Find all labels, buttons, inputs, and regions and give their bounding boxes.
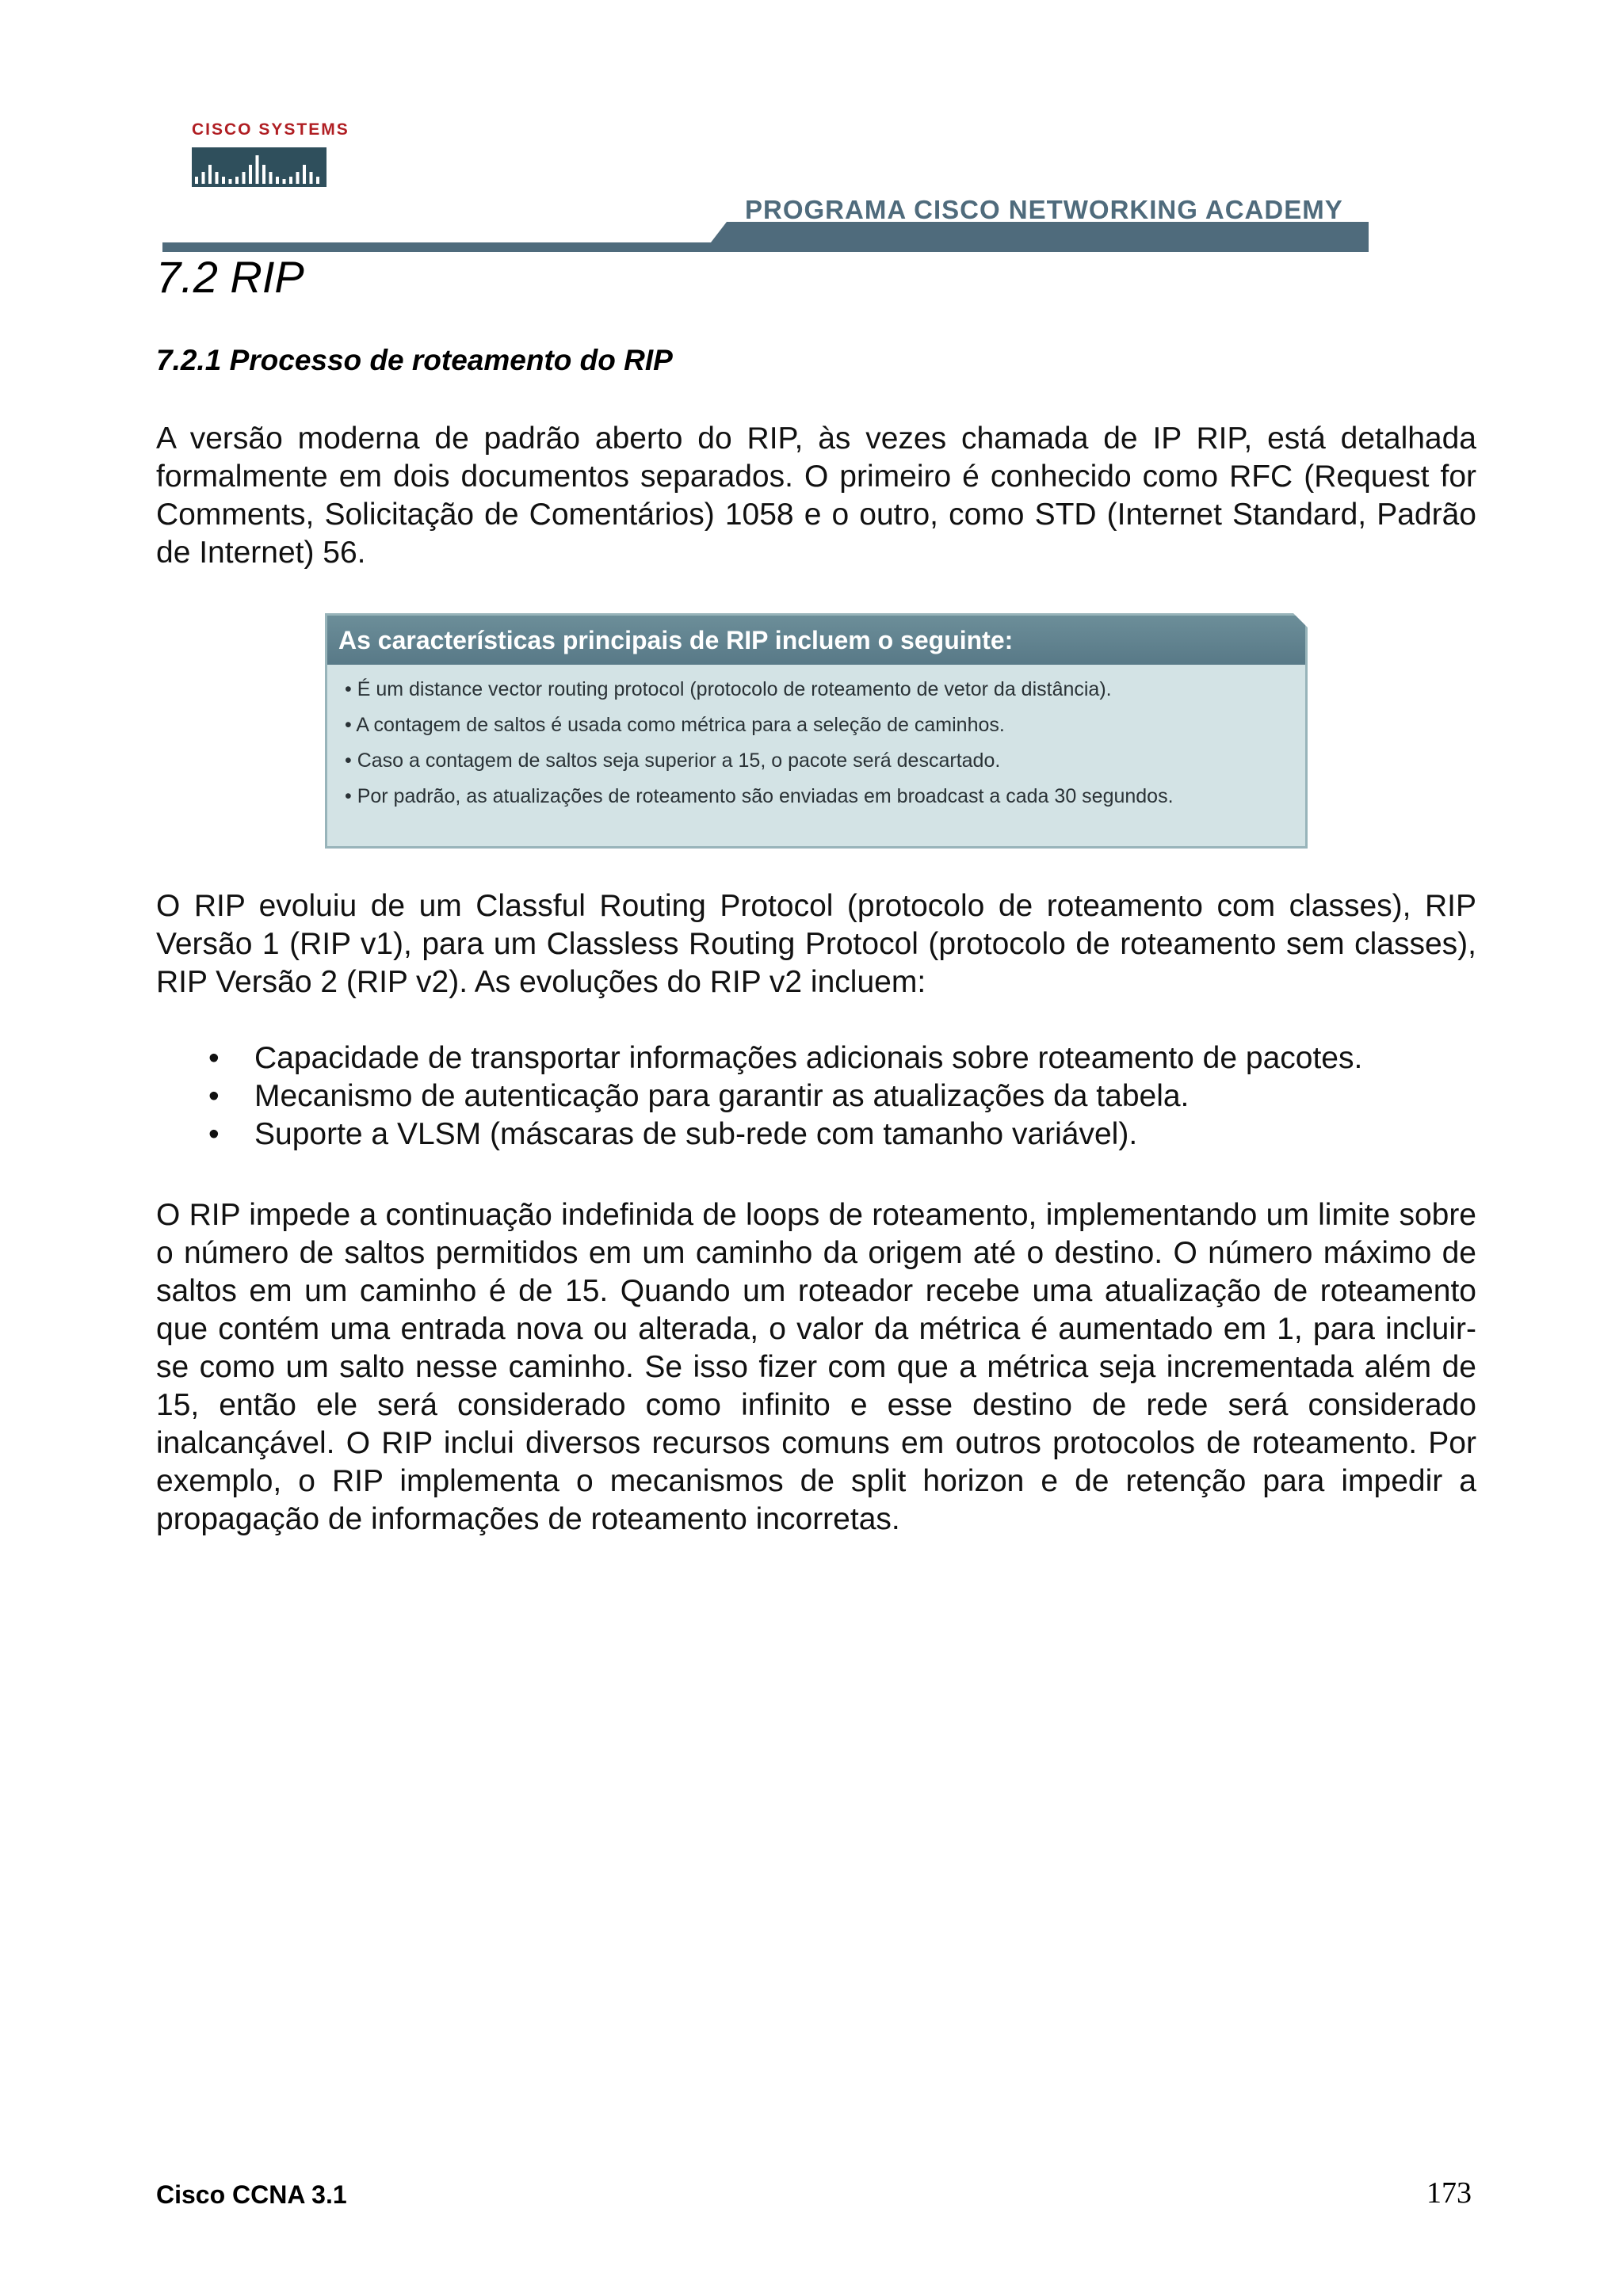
logo-bar [262,165,265,184]
subsection-title: 7.2.1 Processo de roteamento do RIP [156,344,673,376]
bullet-icon: • [208,1117,220,1151]
logo-bar [296,172,300,184]
loop-prevention-paragraph: O RIP impede a continuação indefinida de loops de roteamento, implementando um limite sobre o número de saltos permitidos em um caminho da origem até o destino. O número máximo de saltos em um caminho é de 15. Quando um roteador recebe uma atualização de roteamento que contém uma entrada nova ou alterada, o valor da métrica é aumentado em 1, para incluir-se como um salto nesse caminho. Se isso fizer com que a métrica seja incrementada além de 15, então ele será considerado como infinito e esse destino de rede será considerado inalcançável. O RIP inclui diversos recursos comuns em outros protocolos de roteamento. Por exemplo, o RIP implementa o mecanismos de split horizon e de retenção para impedir a propagação de informações de roteamento incorretas. [156,1198,1476,1536]
rip-feature-item: • A contagem de saltos é usada como métrica para a seleção de caminhos. [345,714,1005,736]
logo-bar [283,179,286,184]
rip-features-box-title: As características principais de RIP incluem o seguinte: [327,616,1305,665]
logo-text: CISCO SYSTEMS [192,120,349,139]
list-item-text: Suporte a VLSM (máscaras de sub-rede com tamanho variável). [254,1117,1138,1151]
logo-bar [208,165,212,184]
logo-bar [202,172,205,184]
list-item-text: Capacidade de transportar informações adicionais sobre roteamento de pacotes. [254,1041,1363,1075]
footer-course-name: Cisco CCNA 3.1 [156,2180,347,2209]
ripv2-improvements-list [156,1039,1476,1154]
intro-paragraph: A versão moderna de padrão aberto do RIP, às vezes chamada de IP RIP, está detalhada formalmente em dois documentos separados. O primeiro é conhecido como RFC (Request for Comments, Solicitação de Comentários) 1058 e o outro, como STD (Internet Standard, Padrão de Internet) 56. [156,421,1476,570]
evolution-paragraph: O RIP evoluiu de um Classful Routing Protocol (protocolo de roteamento com classes), RIP Versão 1 (RIP v1), para um Classless Routing Protocol (protocolo de roteamento sem classes), RIP Versão 2 (RIP v2). As evoluções do RIP v2 incluem: [156,889,1476,999]
cisco-logo [192,120,349,192]
rip-features-list [345,677,1272,820]
list-item [156,1039,1476,1077]
logo-bar [216,172,219,184]
section-title: 7.2 RIP [156,252,304,302]
list-item [156,1077,1476,1116]
list-item-text: Mecanismo de autenticação para garantir as atualizações da tabela. [254,1079,1190,1113]
list-item [156,1116,1476,1154]
logo-bar [289,177,292,184]
logo-bar [222,177,225,184]
logo-bar [235,177,239,184]
rip-features-box [325,613,1308,849]
logo-bar [229,179,232,184]
logo-bar [269,172,273,184]
bullet-icon: • [208,1079,220,1113]
bullet-icon: • [208,1041,220,1075]
rip-feature-item: • Caso a contagem de saltos seja superior a 15, o pacote será descartado. [345,749,1001,772]
logo-bar [256,155,259,184]
rip-feature-item: • Por padrão, as atualizações de roteamento são enviadas em broadcast a cada 30 segundos. [345,785,1174,807]
cisco-bridge-logo-icon [192,147,327,187]
logo-bar [276,177,279,184]
logo-bar [195,177,198,184]
logo-bar [310,172,313,184]
logo-bar [316,177,319,184]
logo-bar [303,165,306,184]
academy-header-text: PROGRAMA CISCO NETWORKING ACADEMY [745,195,1343,224]
page-number: 173 [1426,2176,1472,2210]
logo-bar [249,165,252,184]
logo-bar [242,172,246,184]
rip-feature-item: • É um distance vector routing protocol (protocolo de roteamento de vetor da distância). [345,678,1112,700]
